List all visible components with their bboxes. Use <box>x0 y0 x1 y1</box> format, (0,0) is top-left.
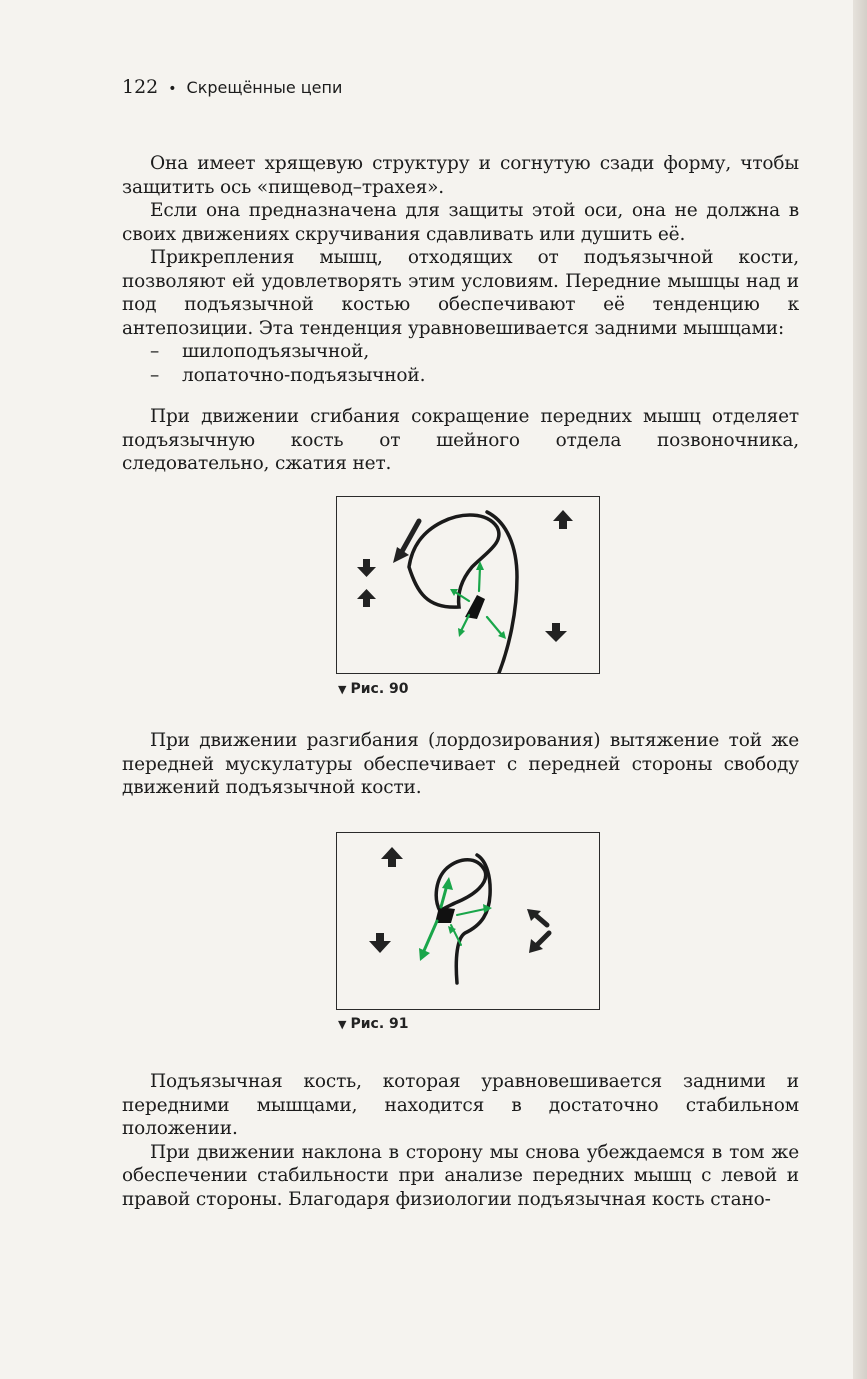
figure-91 <box>336 832 600 1010</box>
figure-91-caption: ▼ Рис. 91 <box>338 1016 409 1032</box>
arrow-down-icon <box>545 623 567 642</box>
paragraph: При движении наклона в сторону мы снова убеждаемся в том же обеспечении стабильности при анализе передних мышц с левой и правой стороны. Благодаря физиологии подъязычная кость стано- <box>122 1141 799 1210</box>
paragraph: Она имеет хрящевую структуру и согнутую сзади форму, чтобы защитить ось «пищевод–трахея». <box>122 153 799 198</box>
arrow-down-icon <box>357 559 376 577</box>
list-item: – лопаточно-подъязычной. <box>150 364 426 386</box>
arrow-up-icon <box>553 510 573 529</box>
paragraph: Прикрепления мышц, отходящих от подъязычной кости, позволяют ей удовлетворять этим условиям. Передние мышцы над и под подъязычной костью обеспечивают её тенденцию к антепозиции. Эта тенденция уравновешивается задними мышцами: <box>122 247 799 339</box>
arrow-diagonal-icon <box>537 933 549 945</box>
arrow-up-icon <box>357 589 376 607</box>
paragraph: При движении разгибания (лордозирования) вытяжение той же передней мускулатуры обеспечивает с передней стороны свободу движений подъязычной кости. <box>122 730 799 798</box>
arrow-up-icon <box>381 847 403 867</box>
paragraph: При движении сгибания сокращение передних мышц отделяет подъязычную кость от шейного отдела позвоночника, следовательно, сжатия нет. <box>122 406 799 474</box>
arrow-diagonal-icon <box>400 521 419 555</box>
header-separator: • <box>168 81 177 97</box>
muscle-list <box>122 340 799 387</box>
paragraph: Подъязычная кость, которая уравновешивается задними и передними мышцами, находится в достаточно стабильном положении. <box>122 1071 799 1139</box>
page-number: 122 <box>122 76 159 98</box>
text-block-2 <box>122 405 799 476</box>
page-edge <box>853 0 867 1379</box>
arrow-down-icon <box>369 933 391 953</box>
paragraph: Если она предназначена для защиты этой оси, она не должна в своих движениях скручивания сдавливать или душить её. <box>122 200 799 245</box>
text-block-1 <box>122 152 799 387</box>
list-item: – шилоподъязычной, <box>150 341 370 362</box>
figure-90 <box>336 496 600 674</box>
hyoid-flexion-diagram <box>337 497 599 673</box>
text-block-3 <box>122 729 799 800</box>
text-block-4 <box>122 1070 799 1211</box>
page-header <box>122 76 342 98</box>
hyoid-extension-diagram <box>337 833 599 1009</box>
running-title: Скрещённые цепи <box>186 78 343 97</box>
figure-90-caption: ▼ Рис. 90 <box>338 681 409 697</box>
